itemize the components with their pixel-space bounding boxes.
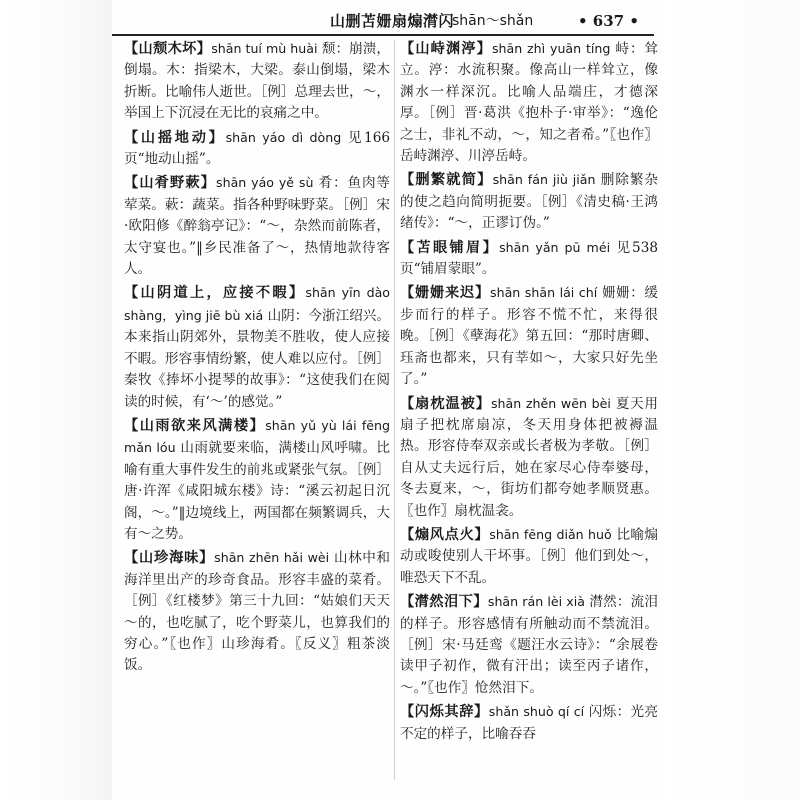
entry-definition: 山林中和海洋里出产的珍奇食品。形容丰盛的菜肴。［例］《红楼梦》第三十九回：“姑娘们天天～的，也吃腻了，吃个野菜儿，也算我们的穷心。”〖也作〗山珍海肴。〖反义〗粗茶淡饭。 xyxy=(124,550,390,674)
entry-pinyin: shān zhēn hǎi wèi xyxy=(214,550,330,566)
dictionary-entry xyxy=(124,547,390,676)
entry-headword: 【删繁就简】 xyxy=(400,172,493,189)
entry-headword: 【扇枕温被】 xyxy=(400,395,491,412)
page-number: • 637 • xyxy=(578,12,639,30)
entry-headword: 【山峙渊渟】 xyxy=(400,41,492,57)
entry-pinyin: shān shān lái chí xyxy=(490,285,598,301)
entry-definition: 见538页“铺眉蒙眼”。 xyxy=(400,239,659,278)
entry-pinyin: shān zhěn wēn bèi xyxy=(490,395,611,411)
entry-definition: 比喻煽动或唆使别人干坏事。［例］他们到处～，唯恐天下不乱。 xyxy=(400,526,658,586)
entry-headword: 【煽风点火】 xyxy=(400,526,490,543)
entry-headword: 【山珍海味】 xyxy=(124,550,215,567)
entry-pinyin: shān yáo dì dòng xyxy=(225,129,342,145)
entry-headword: 【山颓木坏】 xyxy=(124,41,212,57)
dictionary-entry xyxy=(400,237,658,281)
header-rule xyxy=(112,34,654,36)
dictionary-entry xyxy=(124,38,390,125)
entry-definition: 见166页“地动山摇”。 xyxy=(124,129,391,168)
entry-definition: 肴：鱼肉等荤菜。蔌：蔬菜。指各种野味野菜。［例］宋·欧阳修《醉翁亭记》：“～，杂然而前陈者，太守宴也。”‖乡民准备了～，热情地款待客人。 xyxy=(124,175,390,278)
entry-headword: 【山肴野蔌】 xyxy=(124,175,217,192)
entry-headword: 【姗姗来迟】 xyxy=(400,285,491,302)
entry-pinyin: shān zhì yuān tíng xyxy=(491,41,611,56)
entry-pinyin: shān fán jiù jiǎn xyxy=(492,172,596,188)
entry-pinyin: shān yǔ yù lái fēng mǎn lóu xyxy=(124,417,391,456)
entry-headword: 【山雨欲来风满楼】 xyxy=(124,417,266,434)
dictionary-entry xyxy=(124,415,390,545)
dictionary-entry xyxy=(124,127,390,171)
dictionary-entry xyxy=(400,591,658,699)
entry-definition: 姗姗：缓步而行的样子。形容不慌不忙，来得很晚。［例］《孽海花》第五回：“那时唐卿、珏斋也都来，只有莘如～，大家只好先坐了。” xyxy=(400,285,658,388)
dictionary-entry xyxy=(400,169,658,234)
entry-headword: 【闪烁其辞】 xyxy=(400,704,489,721)
entry-pinyin: shān fēng diǎn huǒ xyxy=(489,526,612,542)
dictionary-entry xyxy=(124,282,390,412)
entry-definition: 颓：崩溃，倒塌。木：指梁木，大梁。泰山倒塌，梁木折断。比喻伟人逝世。［例］总理去世，～，举国上下沉浸在无比的哀痛之中。 xyxy=(124,41,390,122)
entry-pinyin: shān rán lèi xià xyxy=(487,594,585,610)
entry-pinyin: shān yīn dào shàng，yìng jiē bù xiá xyxy=(124,285,390,323)
dictionary-entry xyxy=(400,282,658,390)
entry-definition: 山阴：今浙江绍兴。本来指山阴郊外，景物美不胜收，使人应接不暇。形容事情纷繁，使人难以应付。［例］秦牧《捧坏小提琴的故事》：“这使我们在阅读的时候，有‘～’的感觉。” xyxy=(124,307,390,410)
page-header xyxy=(330,8,650,34)
dictionary-entry xyxy=(400,524,658,589)
entry-definition: 峙：耸立。渟：水流积聚。像高山一样耸立，像渊水一样深沉。比喻人品端庄，才德深厚。［例］晋·葛洪《抱朴子·审举》：“逸伦之士，非礼不动，～，知之者希。”〖也作〗岳峙渊渟、川渟岳峙。 xyxy=(400,41,659,165)
guide-words: 山删苫姗扇煽潸闪 xyxy=(330,12,455,30)
column-divider xyxy=(394,40,395,780)
entry-pinyin: shān tuí mù huài xyxy=(211,41,318,56)
entry-pinyin: shān yǎn pū méi xyxy=(499,239,611,255)
entry-headword: 【山摇地动】 xyxy=(124,129,226,146)
dictionary-entry xyxy=(400,38,658,167)
dictionary-entry xyxy=(400,393,658,522)
entry-definition: 闪烁：光亮不定的样子，比喻吞吞 xyxy=(400,704,658,742)
entry-headword: 【山阴道上，应接不暇】 xyxy=(124,285,306,302)
entry-definition: 山雨就要来临，满楼山风呼啸。比喻有重大事件发生的前兆或紧张气氛。［例］唐·许浑《咸阳城东楼》诗：“溪云初起日沉阁，～。”‖边境线上，两国都在频繁调兵，大有～之势。 xyxy=(124,440,391,542)
right-column xyxy=(400,38,658,747)
entry-pinyin: shān yáo yě sù xyxy=(216,175,314,191)
dictionary-entry xyxy=(124,172,390,280)
entry-definition: 夏天用扇子把枕席扇凉，冬天用身体把被褥温热。形容侍奉双亲或长者极为孝敬。［例］自从丈夫远行后，她在家尽心侍奉婆母，冬去夏来，～，街坊们都夸她孝顺贤惠。〖也作〗扇枕温衾。 xyxy=(400,395,658,519)
entry-definition: 潸然：流泪的样子。形容感情有所触动而不禁流泪。［例］宋·马廷鸾《题汪水云诗》：“余展卷读甲子初作，微有汗出；读至丙子诸作，～。”〖也作〗怆然泪下。 xyxy=(400,594,659,696)
entry-headword: 【潸然泪下】 xyxy=(400,594,488,611)
entry-headword: 【苫眼铺眉】 xyxy=(400,239,500,256)
page-margin-shade-right xyxy=(662,0,800,800)
page-margin-shade xyxy=(0,0,112,800)
entry-definition: 删除繁杂的使之趋向简明扼要。［例］《清史稿·王鸿绪传》：“～，正谬订伪。” xyxy=(400,172,659,232)
pinyin-range: shān～shǎn xyxy=(452,13,534,29)
dictionary-entry xyxy=(400,701,658,745)
entry-pinyin: shǎn shuò qí cí xyxy=(488,704,585,720)
left-column xyxy=(124,38,390,679)
